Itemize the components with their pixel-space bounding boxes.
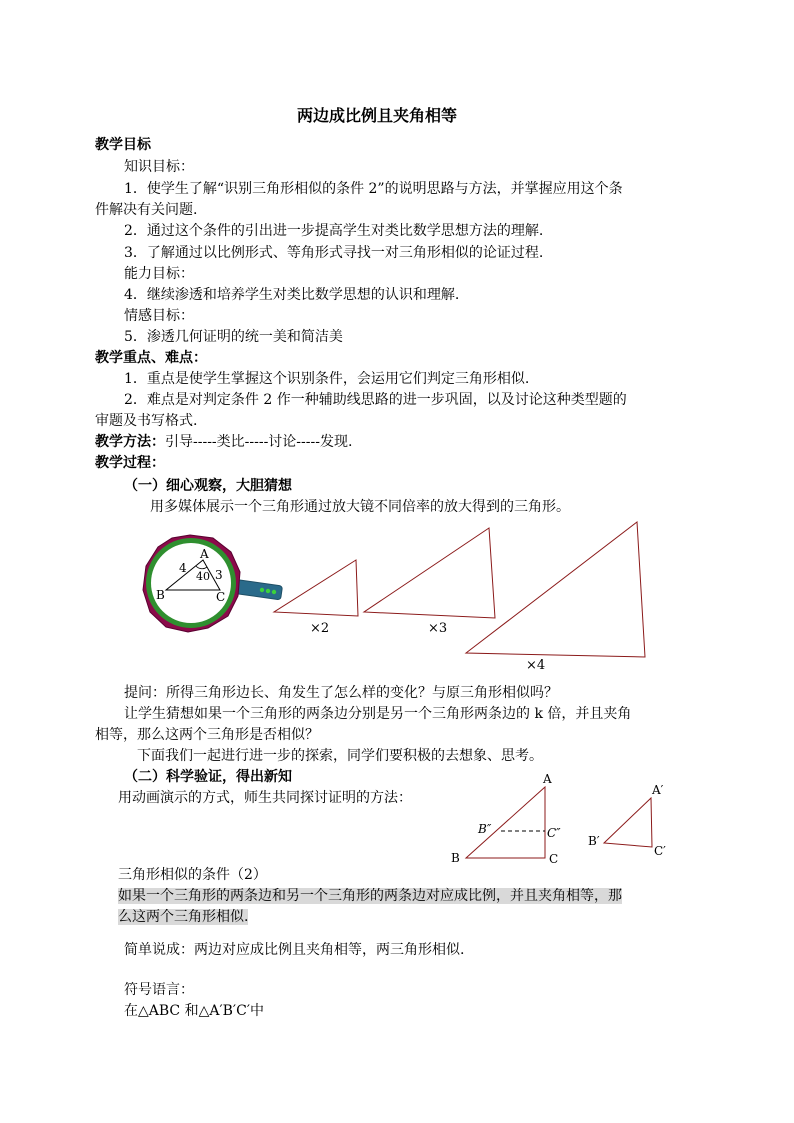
multiplier-x4-label: ×4 (526, 658, 546, 673)
side-label-right: 3 (215, 568, 223, 582)
symbol-text: 在△ABC 和△A′B′C′中 (124, 1003, 264, 1019)
goal-1-line-1: 1．使学生了解“识别三角形相似的条件 2”的说明思路与方法，并掌握应用这个条 (124, 181, 623, 197)
condition-line-2 (118, 908, 248, 926)
key-point-2-line-2: 审题及书写格式. (95, 413, 198, 429)
magnifier-figure (0, 520, 794, 670)
handle-dot (266, 589, 270, 593)
knowledge-goal-label: 知识目标： (124, 159, 194, 175)
label-C: C (216, 590, 226, 604)
handle-dot (260, 588, 264, 592)
section-1-heading: （一）细心观察，大胆猜想 (124, 478, 292, 494)
condition-title: 三角形相似的条件（2） (118, 867, 267, 883)
side-label-left: 4 (179, 561, 187, 575)
multiplier-x3: ×3 (428, 621, 448, 636)
symbol-label: 符号语言： (124, 982, 194, 998)
condition-highlight-2: 么这两个三角形相似. (118, 909, 249, 925)
label-B: B (156, 588, 165, 602)
condition-highlight-1: 如果一个三角形的两条边和另一个三角形的两条边对应成比例，并且夹角相等，那 (118, 888, 622, 904)
ability-goal-label: 能力目标： (124, 266, 194, 282)
label-A-prime: A′ (652, 783, 664, 797)
method-heading: 教学方法： (95, 434, 165, 450)
goal-1-line-2: 件解决有关问题. (95, 202, 198, 218)
goal-2: 2．通过这个条件的引出进一步提高学生对类比数学思想方法的理解. (124, 223, 544, 239)
key-point-2-line-1: 2．难点是对判定条件 2 作一种辅助线思路的进一步巩固，以及讨论这种类型题的 (124, 392, 627, 408)
section-1-text: 用多媒体展示一个三角形通过放大镜不同倍率的放大得到的三角形。 (150, 499, 570, 515)
process-heading: 教学过程： (95, 455, 165, 471)
goal-5: 5．渗透几何证明的统一美和简洁美 (124, 329, 343, 345)
label-C-double-prime: C″ (547, 826, 561, 840)
guess-line-1: 让学生猜想如果一个三角形的两条边分别是另一个三角形两条边的 k 倍，并且夹角 (124, 706, 632, 722)
section-2-heading: （二）科学验证，得出新知 (124, 769, 292, 785)
goal-4: 4．继续渗透和培养学生对类比数学思想的认识和理解. (124, 287, 460, 303)
method-text: 引导-----类比-----讨论-----发现. (165, 434, 353, 450)
triangle-x2 (274, 560, 358, 616)
label-A: A (200, 547, 209, 561)
label-C: C (549, 852, 559, 866)
key-points-heading: 教学重点、难点： (95, 350, 207, 366)
label-C-prime: C′ (654, 844, 666, 858)
section-2-text: 用动画演示的方式，师生共同探讨证明的方法： (118, 790, 412, 806)
goal-3: 3．了解通过以比例形式、等角形式寻找一对三角形相似的论证过程. (124, 245, 544, 261)
handle-dot (272, 590, 276, 594)
method-line (95, 433, 352, 451)
angle-label: 40 (196, 570, 210, 583)
multiplier-x2: ×2 (310, 621, 330, 636)
triangle-x3 (364, 528, 495, 618)
guess-line-2: 相等，那么这两个三角形是否相似？ (95, 727, 319, 743)
label-A: A (543, 772, 552, 786)
condition-line-1 (118, 887, 622, 905)
triangle-A1B1C1 (604, 798, 652, 847)
key-point-1: 1．重点是使学生掌握这个识别条件，会运用它们判定三角形相似. (124, 371, 530, 387)
lens-glass (151, 543, 231, 623)
label-B-double-prime: B″ (478, 822, 492, 836)
simple-statement: 简单说成：两边对应成比例且夹角相等，两三角形相似. (124, 942, 465, 958)
page-title: 两边成比例且夹角相等 (297, 106, 458, 125)
label-B: B (451, 851, 460, 865)
question-text: 提问：所得三角形边长、角发生了怎么样的变化？与原三角形相似吗？ (124, 685, 558, 701)
goals-heading: 教学目标 (95, 137, 151, 153)
explore-text: 下面我们一起进行进一步的探索，同学们要积极的去想象、思考。 (137, 748, 543, 764)
similar-triangles-figure (446, 772, 706, 872)
label-B-prime: B′ (588, 834, 600, 848)
emotion-goal-label: 情感目标： (124, 308, 194, 324)
